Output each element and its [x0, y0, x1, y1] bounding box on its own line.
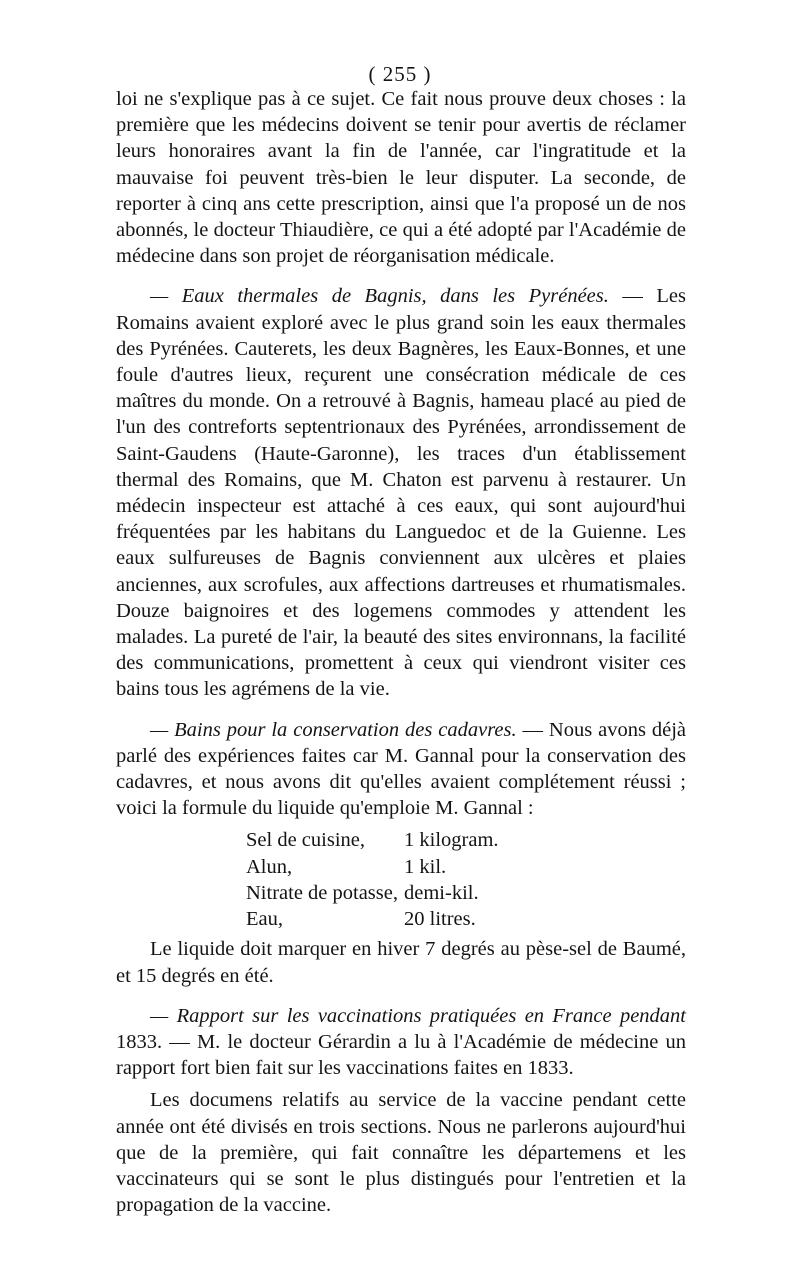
formula-ingredient: Alun, — [246, 855, 293, 878]
page-text — [116, 86, 686, 1218]
bains-heading: — Bains pour la conservation des cadavres. — [150, 718, 517, 741]
formula-amount: 1 kil. — [404, 855, 447, 878]
formula-ingredient: Eau, — [246, 908, 283, 931]
bains-text: — Nous avons déjà parlé des expériences faites car M. Gannal pour la conservation des cadavres, et nous avons dit qu'elles avaient complétement réussi ; voici la formule du liquide qu'emploie M. Gannal : — [116, 718, 686, 820]
rapport-heading: — Rapport sur les vaccinations pratiquées en France pendant — [150, 1004, 686, 1027]
formula-row — [246, 906, 499, 932]
formula-ingredient: Sel de cuisine, — [246, 829, 365, 852]
formula-table — [246, 827, 499, 932]
formula-row — [246, 854, 499, 880]
bains-paragraph — [116, 717, 686, 822]
liquide-paragraph: Le liquide doit marquer en hiver 7 degrés au pèse-sel de Baumé, et 15 degrés en été. — [116, 938, 686, 987]
bagnis-text: — Les Romains avaient exploré avec le plus grand soin les eaux thermales des Pyrénées. Cauterets, les deux Bagnères, les Eaux-Bonnes, et une foule d'autres lieux, reçurent une consécration médicale de ces maîtres du monde. On a retrouvé à Bagnis, hameau placé au pied de l'un des contreforts septentrionaux des Pyrénées, arrondissement de Saint-Gaudens (Haute-Garonne), les traces d'un établissement thermal des Romains, que M. Chaton est parvenu à restaurer. Un médecin inspecteur est attaché à ces eaux, qui sont aujourd'hui fréquentées par les habitans du Languedoc et de la Guienne. Les eaux sulfureuses de Bagnis conviennent aux ulcères et plaies anciennes, aux scrofules, aux affections dartreuses et rhumatismales. Douze baignoires et des logemens commodes y attendent les malades. La pureté de l'air, la beauté des sites environnans, la facilité des communications, promettent à ceux qui viendront visiter ces bains tous les agrémens de la vie. — [116, 285, 686, 701]
formula-amount: 20 litres. — [404, 908, 476, 931]
rapport-paragraph — [116, 1003, 686, 1082]
page-number: ( 255 ) — [368, 62, 432, 86]
formula-row — [246, 880, 499, 906]
rapport-text: 1833. — M. le docteur Gérardin a lu à l'Académie de médecine un rapport fort bien fait sur les vaccinations faites en 1833. — [116, 1030, 686, 1080]
documens-paragraph: Les documens relatifs au service de la vaccine pendant cette année ont été divisés en trois sections. Nous ne parlerons aujourd'hui que de la première, qui fait connaître les départemens et les vaccinateurs qui se sont le plus distingués pour l'entretien et la propagation de la vaccine. — [116, 1089, 686, 1217]
bagnis-paragraph — [116, 283, 686, 702]
bagnis-heading: — Eaux thermales de Bagnis, dans les Pyrénées. — [150, 285, 609, 308]
formula-row — [246, 827, 499, 853]
formula-amount: demi-kil. — [404, 881, 479, 904]
formula-amount: 1 kilogram. — [404, 829, 499, 852]
intro-paragraph: loi ne s'explique pas à ce sujet. Ce fait nous prouve deux choses : la première que les médecins doivent se tenir pour avertis de réclamer leurs honoraires avant la fin de l'année, car l'ingratitude et la mauvaise foi peuvent très-bien le leur disputer. La seconde, de reporter à cinq ans cette prescription, ainsi que l'a proposé un de nos abonnés, le docteur Thiaudière, ce qui a été adopté par l'Académie de médecine dans son projet de réorganisation médicale. — [116, 88, 686, 268]
formula-ingredient: Nitrate de potasse, — [246, 881, 398, 904]
